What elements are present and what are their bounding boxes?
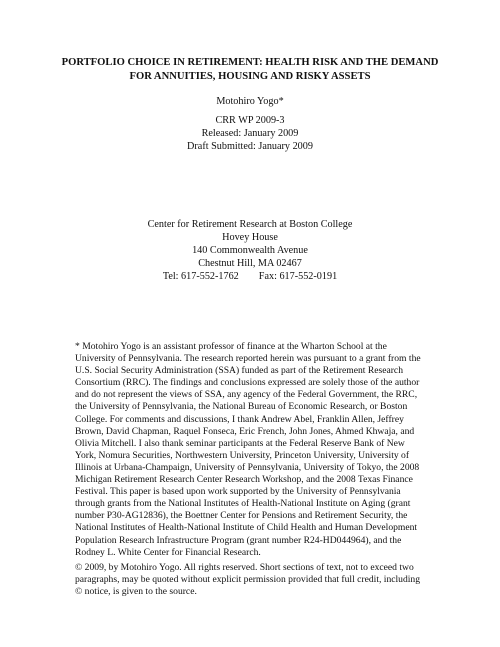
fax: Fax: 617-552-0191	[258, 271, 338, 282]
working-paper-info	[40, 114, 460, 153]
organization-name: Center for Retirement Research at Boston College	[147, 219, 353, 230]
paper-title-line-1: PORTFOLIO CHOICE IN RETIREMENT: HEALTH RISK AND THE DEMAND	[61, 57, 439, 68]
paper-title	[40, 56, 460, 84]
street-address: 140 Commonwealth Avenue	[192, 245, 308, 256]
paper-title-line-2: FOR ANNUITIES, HOUSING AND RISKY ASSETS	[129, 71, 371, 82]
footnote-text: * Motohiro Yogo is an assistant professor of finance at the Wharton School at the University of Pennsylvania. The research reported herein was pursuant to a grant from the U.S. Social Security Administration (SSA) funded as part of the Retirement Research Consortium (RRC). The findings and conclusions expressed are solely those of the author and do not represent the views of SSA, any agency of the Federal Government, the RRC, the University of Pennsylvania, the National Bureau of Economic Research, or Boston College. For comments and discussions, I thank Andrew Abel, Franklin Allen, Jeffrey Brown, David Chapman, Raquel Fonseca, Eric French, John Jones, Ahmed Khwaja, and Olivia Mitchell. I also thank seminar participants at the Federal Reserve Bank of New York, Nomura Securities, Northwestern University, Princeton University, University of Illinois at Urbana-Champaign, University of Pennsylvania, University of Tokyo, the 2008 Michigan Retirement Research Center Research Workshop, and the 2008 Texas Finance Festival. This paper is based upon work supported by the University of Pennsylvania through grants from the National Institutes of Health-National Institute on Aging (grant number P30-AG12836), the Boettner Center for Pensions and Retirement Security, the National Institutes of Health-National Institute of Child Health and Human Development Population Research Infrastructure Program (grant number R24-HD044964), and the Rodney L. White Center for Financial Research.	[75, 341, 421, 558]
author-name: Motohiro Yogo*	[216, 96, 284, 107]
city-address: Chestnut Hill, MA 02467	[198, 258, 302, 269]
submitted-date: Draft Submitted: January 2009	[187, 141, 313, 152]
building-name: Hovey House	[222, 232, 278, 243]
copyright-notice	[75, 552, 427, 607]
contact-line	[40, 270, 460, 283]
address-block	[40, 218, 460, 283]
working-paper-number: CRR WP 2009-3	[215, 115, 285, 126]
release-date: Released: January 2009	[201, 128, 299, 139]
author	[40, 95, 460, 108]
telephone: Tel: 617-552-1762	[162, 271, 239, 282]
author-footnote	[75, 341, 427, 559]
copyright-text: © 2009, by Motohiro Yogo. All rights reserved. Short sections of text, not to exceed two paragraphs, may be quoted without explicit permission provided that full credit, including © notice, is given to the source.	[75, 561, 421, 597]
